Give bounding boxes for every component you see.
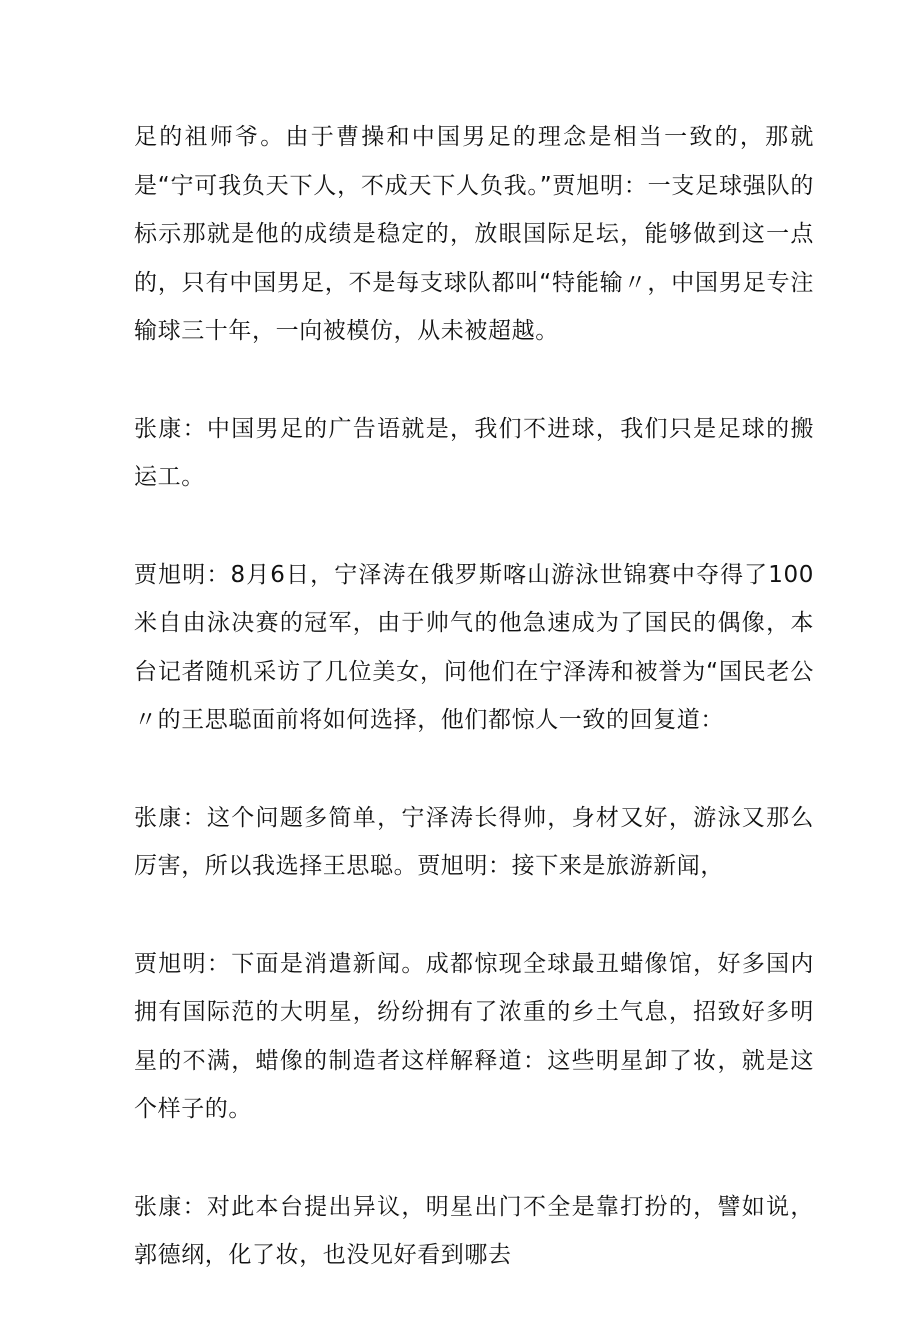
document-body (134, 113, 814, 1329)
paragraph: 贾旭明：8月6日，宁泽涛在俄罗斯喀山游泳世锦赛中夺得了100米自由泳决赛的冠军，由于帅气的他急速成为了国民的偶像，本台记者随机采访了几位美女，问他们在宁泽涛和被誉为“国民老公〃的王思聪面前将如何选择，他们都惊人一致的回复道： (134, 561, 814, 733)
paragraph: 贾旭明：下面是消遣新闻。成都惊现全球最丑蜡像馆，好多国内拥有国际范的大明星，纷纷拥有了浓重的乡土气息，招致好多明星的不满，蜡像的制造者这样解释道：这些明星卸了妆，就是这个样子的。 (134, 950, 814, 1122)
paragraph: 足的祖师爷。由于曹操和中国男足的理念是相当一致的，那就是“宁可我负天下人，不成天下人负我。”贾旭明：一支足球强队的标示那就是他的成绩是稳定的，放眼国际足坛，能够做到这一点的，只有中国男足，不是每支球队都叫“特能输〃，中国男足专注输球三十年，一向被模仿，从未被超越。 (134, 124, 814, 344)
paragraph: 张康：中国男足的广告语就是，我们不进球，我们只是足球的搬运工。 (134, 415, 814, 490)
paragraph: 张康：对此本台提出异议，明星出门不全是靠打扮的，譬如说，郭德纲，化了妆，也没见好看到哪去 (134, 1193, 814, 1268)
paragraph: 张康：这个问题多简单，宁泽涛长得帅，身材又好，游泳又那么厉害，所以我选择王思聪。贾旭明：接下来是旅游新闻， (134, 804, 814, 879)
